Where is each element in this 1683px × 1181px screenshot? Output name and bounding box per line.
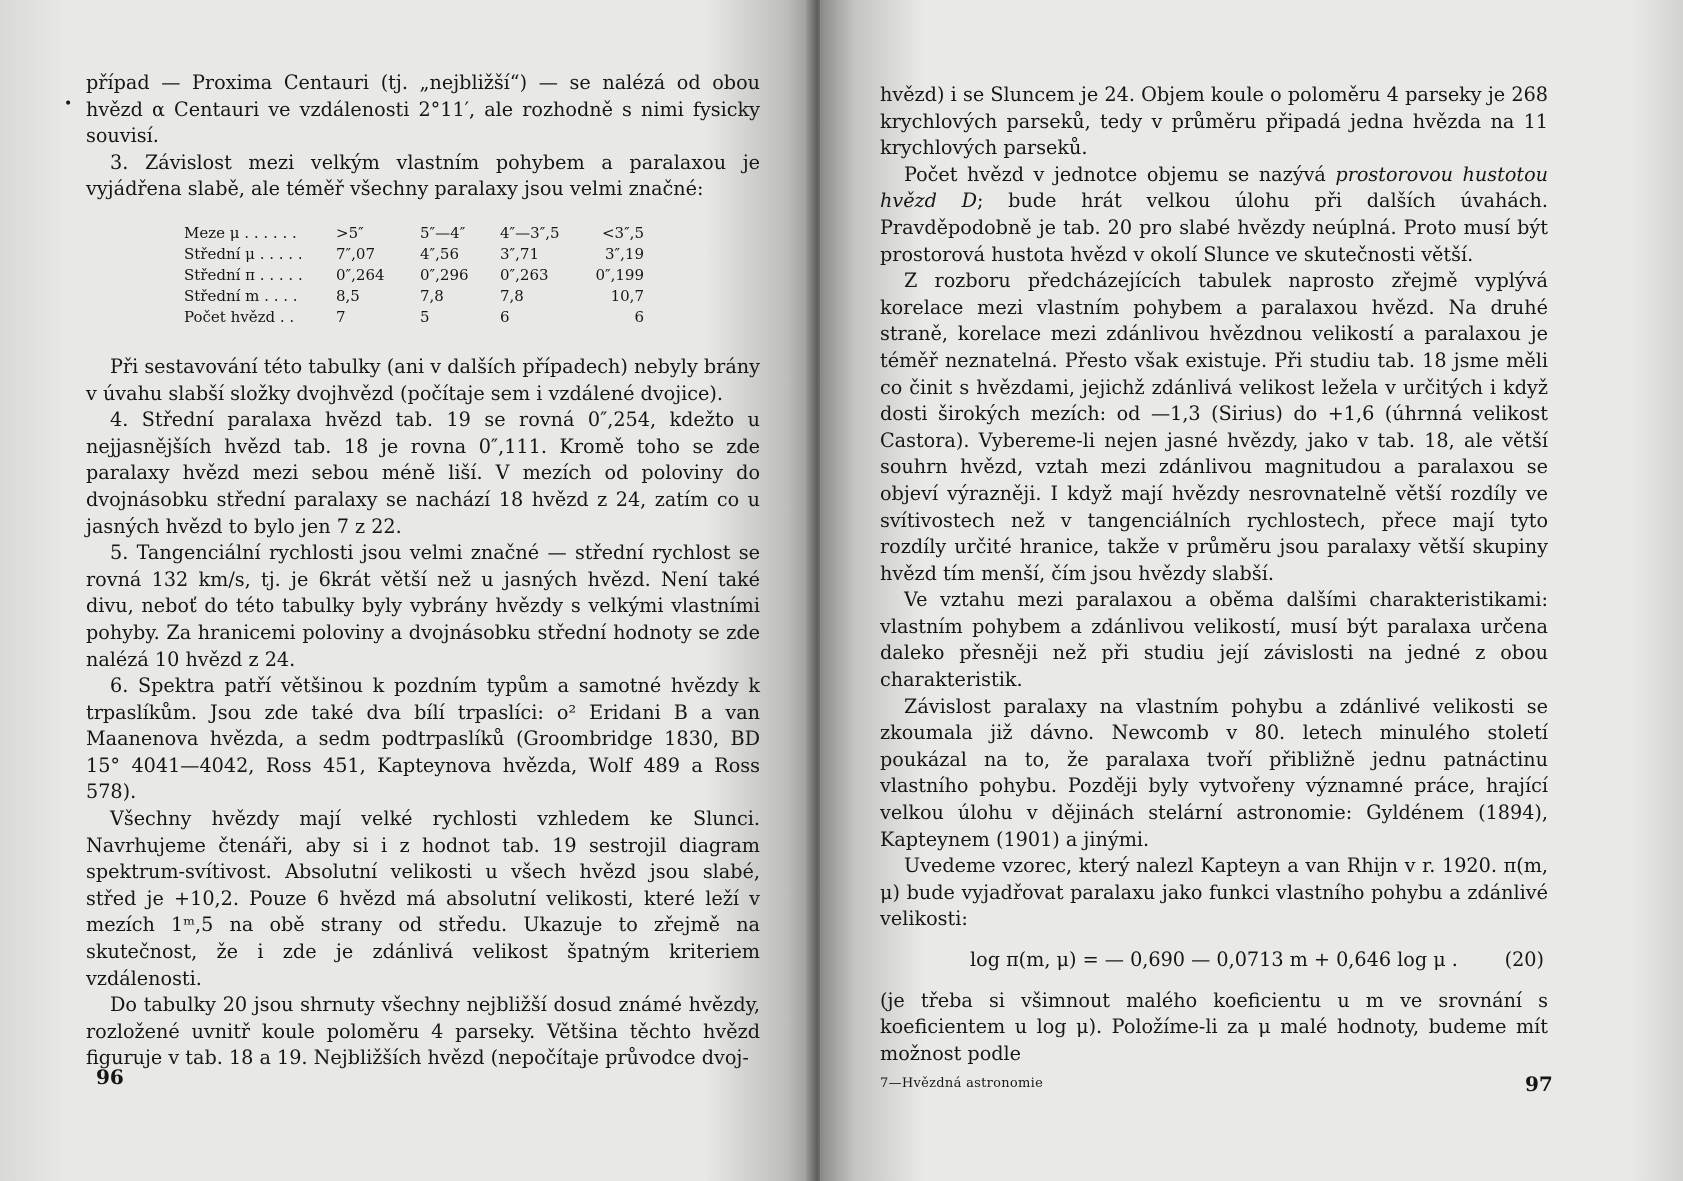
emphasis-term: prostorovou hustotou hvězd D: [880, 162, 1548, 213]
equation-number: (20): [1504, 948, 1544, 971]
table-cell: <3″,5: [601, 223, 644, 242]
table-cell: 10,7: [610, 286, 644, 305]
paragraph: 6. Spektra patří většinou k pozdním typům a samotné hvězdy k trpaslíkům. Jsou zde také dva bílí trpaslíci: o² Eridani B a van Maanenova hvězda, a sedm podtrpaslíků (Groombridge 1830, BD 15° 4041—4042, Ross 451, Kapteynova hvězda, Wolf 489 a Ross 578).: [86, 674, 760, 804]
table-cell: 3″,19: [604, 244, 644, 263]
paragraph: (je třeba si všimnout malého koeficientu u m ve srovnání s koeficientem u log μ). Položíme-li za μ malé hodnoty, budeme mít možnost podle: [880, 988, 1548, 1065]
text-run: ; bude hrát velkou úlohu při dalších úvahách. Pravděpodobně je tab. 20 pro slabé hvězdy neúplná. Proto musí být prostorová hustota hvězd v okolí Slunce ve skutečnosti větší.: [880, 189, 1548, 266]
paragraph: hvězd) i se Sluncem je 24. Objem koule o poloměru 4 parseky je 268 krychlových parseků, tedy v průměru připadá jedna hvězda na 11 krychlových parseků.: [880, 83, 1548, 160]
paragraph: Do tabulky 20 jsou shrnuty všechny nejbližší dosud známé hvězdy, rozložené uvnitř koule poloměru 4 parseky. Většina těchto hvězd figuruje v tab. 18 a 19. Nejbližších hvězd (nepočítaje průvodce dvoj-: [86, 993, 760, 1070]
page-number: 97: [1525, 1072, 1553, 1096]
table-cell: 0″,264: [336, 265, 385, 284]
paragraph: případ — Proxima Centauri (tj. „nejbližší“) — se nalézá od obou hvězd α Centauri ve vzdálenosti 2°11′, ale rozhodně s nimi fysicky souvisí.: [86, 71, 760, 148]
table-cell: >5″: [336, 223, 364, 242]
table-cell: 4″—3″,5: [500, 223, 560, 242]
table-row: [184, 265, 658, 286]
table-row: [184, 244, 658, 265]
table-row: [184, 307, 658, 328]
paragraph: Při sestavování této tabulky (ani v dalších případech) nebyly brány v úvahu slabší složky dvojhvězd (počítaje sem i vzdálené dvojice).: [86, 354, 760, 405]
star-table: [184, 223, 658, 328]
table-cell: 6: [500, 307, 510, 326]
paragraph: Uvedeme vzorec, který nalezl Kapteyn a van Rhijn v r. 1920. π(m, μ) bude vyjadřovat paralaxu jako funkci vlastního pohybu a zdánlivé velikosti:: [880, 854, 1548, 931]
table-cell: 7″,07: [336, 244, 376, 263]
table-cell: 7,8: [420, 286, 444, 305]
left-page: [0, 0, 820, 1181]
paragraph: Všechny hvězdy mají velké rychlosti vzhledem ke Slunci. Navrhujeme čtenáři, aby si i z hodnot tab. 19 sestrojil diagram spektrum-svítivost. Absolutní velikosti u všech hvězd jsou slabé, střed je +10,2. Pouze 6 hvězd má absolutní velikosti, které leží v mezích 1ᵐ,5 na obě strany od středu. Ukazuje to zřejmě na skutečnost, že i zde je zdánlivá velikost špatným kriteriem vzdálenosti.: [86, 807, 760, 990]
table-cell: Střední μ . . . . .: [184, 244, 303, 263]
table-cell: 5: [420, 307, 430, 326]
table-cell: 7,8: [500, 286, 524, 305]
signature-mark: 7—Hvězdná astronomie: [880, 1076, 1044, 1091]
paragraph: Závislost paralaxy na vlastním pohybu a zdánlivé velikosti se zkoumala již dávno. Newcomb v 80. letech minulého století poukázal na to, že paralaxa tvoří přibližně jednu patnáctinu vlastního pohybu. Později byly vytvořeny významné práce, hrající velkou úlohu v dějinách stelární astronomie: Gyldénem (1894), Kapteynem (1901) a jinými.: [880, 694, 1548, 851]
table-cell: Střední m . . . .: [184, 286, 298, 305]
table-cell: Počet hvězd . .: [184, 307, 295, 326]
paragraph: 3. Závislost mezi velkým vlastním pohybem a paralaxou je vyjádřena slabě, ale téměř všechny paralaxy jsou velmi značné:: [86, 150, 760, 201]
table-cell: Střední π . . . . .: [184, 265, 303, 284]
table-cell: 3″,71: [500, 244, 540, 263]
paragraph: 5. Tangenciální rychlosti jsou velmi značné — střední rychlost se rovná 132 km/s, tj. je 6krát větší než u jasných hvězd. Není také divu, neboť do této tabulky byly vybrány hvězdy s velkými vlastními pohyby. Za hranicemi poloviny a dvojnásobku střední hodnoty se zde nalézá 10 hvězd z 24.: [86, 541, 760, 671]
table-cell: 0″,296: [420, 265, 469, 284]
table-cell: 5″—4″: [420, 223, 466, 242]
table-row: [184, 286, 658, 307]
margin-dot: •: [64, 96, 73, 112]
paragraph: 4. Střední paralaxa hvězd tab. 19 se rovná 0″,254, kdežto u nejjasnějších hvězd tab. 18 je rovna 0″,111. Kromě toho se zde paralaxy hvězd mezi sebou méně liší. V mezích od poloviny do dvojnásobku střední paralaxy se nachází 18 hvězd z 24, zatím co u jasných hvězd to bylo jen 7 z 22.: [86, 408, 760, 538]
table-cell: 6: [634, 307, 644, 326]
paragraph: Z rozboru předcházejících tabulek naprosto zřejmě vyplývá korelace mezi vlastním pohybem a paralaxou hvězd. Na druhé straně, korelace mezi zdánlivou hvězdnou velikostí a paralaxou je téměř neznatelná. Přesto však existuje. Při studiu tab. 18 jsme měli co činit s hvězdami, jejichž zdánlivá velikost ležela v určitých i když dosti širokých mezích: od —1,3 (Sirius) do +1,6 (úhrnná velikost Castora). Vybereme-li nejen jasné hvězdy, jako v tab. 18, ale větší souhrn hvězd, vztah mezi zdánlivou magnitudou a paralaxou se objeví výrazněji. I když mají hvězdy nesrovnatelně větší rozdíly ve svítivostech než v tangenciálních rychlostech, přece mají tyto rozdíly určité hranice, takže v průměru jsou paralaxy větší skupiny hvězd tím menší, čím jsou hvězdy slabší.: [880, 269, 1548, 585]
table-row: [184, 223, 658, 244]
equation-text: log π(m, μ) = — 0,690 — 0,0713 m + 0,646 log μ .: [970, 948, 1458, 971]
equation: [880, 947, 1548, 974]
table-cell: Meze μ . . . . . .: [184, 223, 297, 242]
paragraph: [880, 162, 1548, 268]
table-cell: 7: [336, 307, 346, 326]
table-cell: 4″,56: [420, 244, 460, 263]
right-text-column: [880, 82, 1548, 1067]
left-text-column: [86, 70, 760, 1072]
page-number: 96: [96, 1065, 124, 1089]
table-cell: 8,5: [336, 286, 360, 305]
table-cell: 0″,199: [595, 265, 644, 284]
paragraph: Ve vztahu mezi paralaxou a oběma dalšími charakteristikami: vlastním pohybem a zdánlivou velikostí, musí být paralaxa určena daleko přesněji než při studiu její závislosti na jedné z obou charakteristik.: [880, 588, 1548, 692]
text-run: Počet hvězd v jednotce objemu se nazývá: [904, 162, 1336, 186]
table-cell: 0″,263: [500, 265, 549, 284]
